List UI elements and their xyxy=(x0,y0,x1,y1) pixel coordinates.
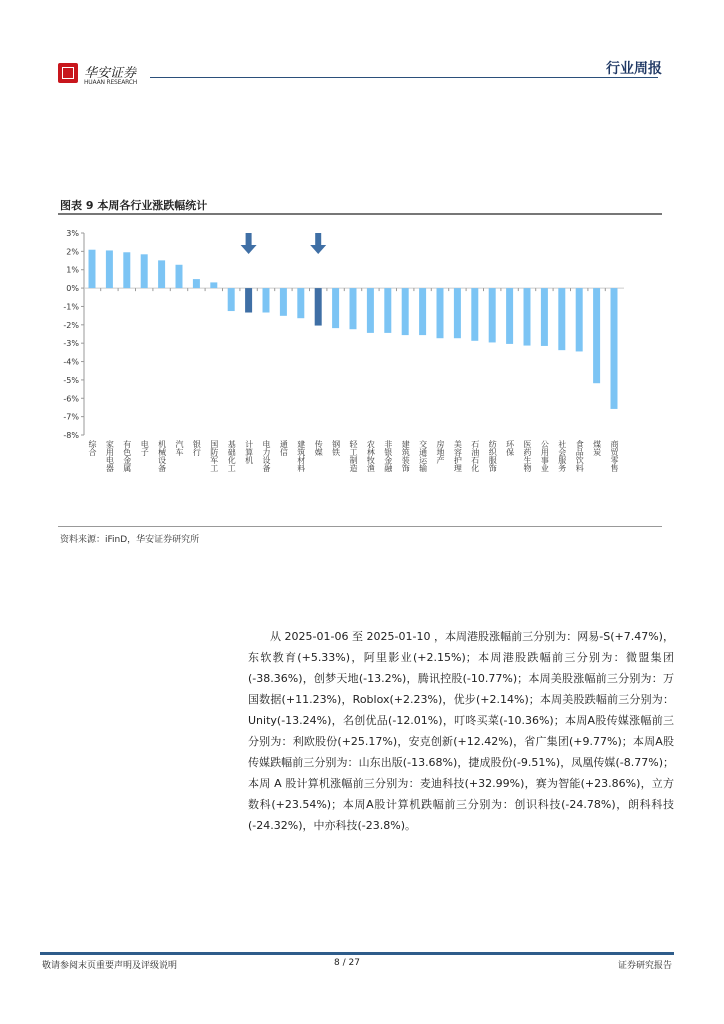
y-tick-label: -8% xyxy=(63,431,79,440)
bar-农林牧渔 xyxy=(367,288,374,333)
bar-综合 xyxy=(89,250,96,288)
x-tick-label: 美容护理 xyxy=(453,440,463,472)
x-tick-label: 计算机 xyxy=(244,440,254,464)
bar-基础化工 xyxy=(228,288,235,311)
x-tick-label: 机械设备 xyxy=(157,440,167,472)
x-tick-label: 有色金属 xyxy=(122,440,132,472)
x-tick-label: 电子 xyxy=(140,440,150,456)
down-arrow-icon xyxy=(241,233,257,254)
brand-name-en: HUAAN RESEARCH xyxy=(84,79,138,86)
bar-医药生物 xyxy=(524,288,531,345)
bar-轻工制造 xyxy=(350,288,357,329)
brand-name: 华安证券 xyxy=(84,66,137,81)
y-tick-label: -5% xyxy=(63,375,79,385)
bar-建筑装饰 xyxy=(402,288,409,335)
x-tick-label: 基础化工 xyxy=(227,440,237,472)
bar-银行 xyxy=(193,279,200,288)
bar-商贸零售 xyxy=(611,288,618,409)
x-tick-label: 银行 xyxy=(192,440,202,456)
bar-社会服务 xyxy=(558,288,565,350)
bar-房地产 xyxy=(437,288,444,338)
y-tick-label: 1% xyxy=(66,265,79,275)
bar-国防军工 xyxy=(210,282,217,288)
x-tick-label: 家用电器 xyxy=(105,440,115,472)
bar-食品饮料 xyxy=(576,288,583,351)
footer-disclaimer: 敬请参阅末页重要声明及评级说明 xyxy=(42,961,178,971)
x-tick-label: 商贸零售 xyxy=(610,440,619,472)
bar-电力设备 xyxy=(263,288,270,312)
figure-title: 图表 9 本周各行业涨跌幅统计 xyxy=(60,199,208,212)
bar-非银金融 xyxy=(384,288,391,333)
x-tick-label: 交通运输 xyxy=(418,440,428,472)
report-type: 行业周报 xyxy=(606,61,662,77)
down-arrow-icon xyxy=(310,233,326,254)
x-tick-label: 纺织服饰 xyxy=(488,440,498,472)
header-divider xyxy=(150,77,658,78)
x-tick-label: 食品饮料 xyxy=(575,440,585,472)
x-tick-label: 房地产 xyxy=(436,440,445,464)
x-tick-label: 建筑装饰 xyxy=(401,440,411,472)
bar-建筑材料 xyxy=(297,288,304,318)
page-number: 8 / 27 xyxy=(334,958,360,968)
bar-机械设备 xyxy=(158,260,165,288)
x-tick-label: 汽车 xyxy=(175,440,184,456)
y-tick-label: 2% xyxy=(66,247,79,257)
industry-change-bar-chart xyxy=(40,220,640,440)
y-tick-label: -4% xyxy=(63,357,79,367)
y-tick-label: -3% xyxy=(63,339,79,349)
bar-美容护理 xyxy=(454,288,461,338)
y-tick-label: -7% xyxy=(63,412,79,422)
y-tick-label: -1% xyxy=(63,302,79,312)
x-tick-label: 国防军工 xyxy=(209,440,219,472)
figure-title-divider xyxy=(58,213,662,215)
x-tick-label: 通信 xyxy=(279,440,289,456)
x-tick-label: 钢铁 xyxy=(331,440,341,456)
bar-家用电器 xyxy=(106,250,113,288)
bar-有色金属 xyxy=(123,252,130,288)
bar-传媒 xyxy=(315,288,322,325)
bar-电子 xyxy=(141,254,148,288)
x-tick-label: 石油石化 xyxy=(470,440,480,472)
footer-divider xyxy=(40,952,674,955)
x-tick-label: 农林牧渔 xyxy=(366,440,376,472)
source-divider xyxy=(58,526,662,527)
y-tick-label: 3% xyxy=(66,229,79,238)
x-tick-label: 煤炭 xyxy=(592,440,602,456)
bar-石油石化 xyxy=(471,288,478,341)
bar-钢铁 xyxy=(332,288,339,328)
bar-纺织服饰 xyxy=(489,288,496,342)
x-tick-label: 电力设备 xyxy=(262,440,271,472)
figure-source: 资料来源：iFinD，华安证券研究所 xyxy=(60,535,200,545)
bar-公用事业 xyxy=(541,288,548,346)
footer-doc-type: 证券研究报告 xyxy=(617,961,672,971)
bar-交通运输 xyxy=(419,288,426,335)
bar-计算机 xyxy=(245,288,252,312)
x-tick-label: 建筑材料 xyxy=(296,440,306,472)
x-tick-label: 综合 xyxy=(88,440,97,456)
x-tick-label: 传媒 xyxy=(314,440,324,456)
body-paragraph: 从 2025-01-06 至 2025-01-10 ，本周港股涨幅前三分别为：网易-S(+7.47%)，东软教育(+5.33%)，阿里影业(+2.15%)；本周港股跌幅前三分别为：微盟集团(-38.36%)，创梦天地(-13.2%)，腾讯控股(-10.77%)；本周美股涨幅前三分别为：万国数据(+11.23%)，Roblox(+2.23%)，优步(+2.14%)；本周美股跌幅前三分别为：Unity(-13.24%)，名创优品(-12.01%)，叮咚买菜(-10.36%)；本周A股传媒涨幅前三分别为：利欧股份(+25.17%)，安克创新(+12.42%)，省广集团(+9.77%)；本周A股传媒跌幅前三分别为：山东出版(-13.68%)，捷成股份(-9.51%)，凤凰传媒(-8.77%)；本周 A 股计算机涨幅前三分别为：麦迪科技(+32.99%)，赛为智能(+23.86%)，立方数科(+23.54%)；本周A股计算机跌幅前三分别为：创识科技(-24.78%)，朗科科技(-24.32%)，中亦科技(-23.8%)。 xyxy=(248,630,674,832)
bar-煤炭 xyxy=(593,288,600,383)
x-tick-label: 轻工制造 xyxy=(349,440,358,472)
company-logo xyxy=(58,63,78,83)
y-tick-label: -2% xyxy=(63,320,79,330)
x-tick-label: 非银金融 xyxy=(383,440,393,472)
x-tick-label: 医药生物 xyxy=(523,440,532,472)
x-tick-label: 公用事业 xyxy=(540,440,550,472)
y-tick-label: -6% xyxy=(63,394,79,404)
bar-通信 xyxy=(280,288,287,316)
y-tick-label: 0% xyxy=(66,284,79,294)
bar-环保 xyxy=(506,288,513,344)
bar-汽车 xyxy=(176,265,183,288)
x-tick-label: 社会服务 xyxy=(557,440,567,472)
x-tick-label: 环保 xyxy=(505,440,515,456)
